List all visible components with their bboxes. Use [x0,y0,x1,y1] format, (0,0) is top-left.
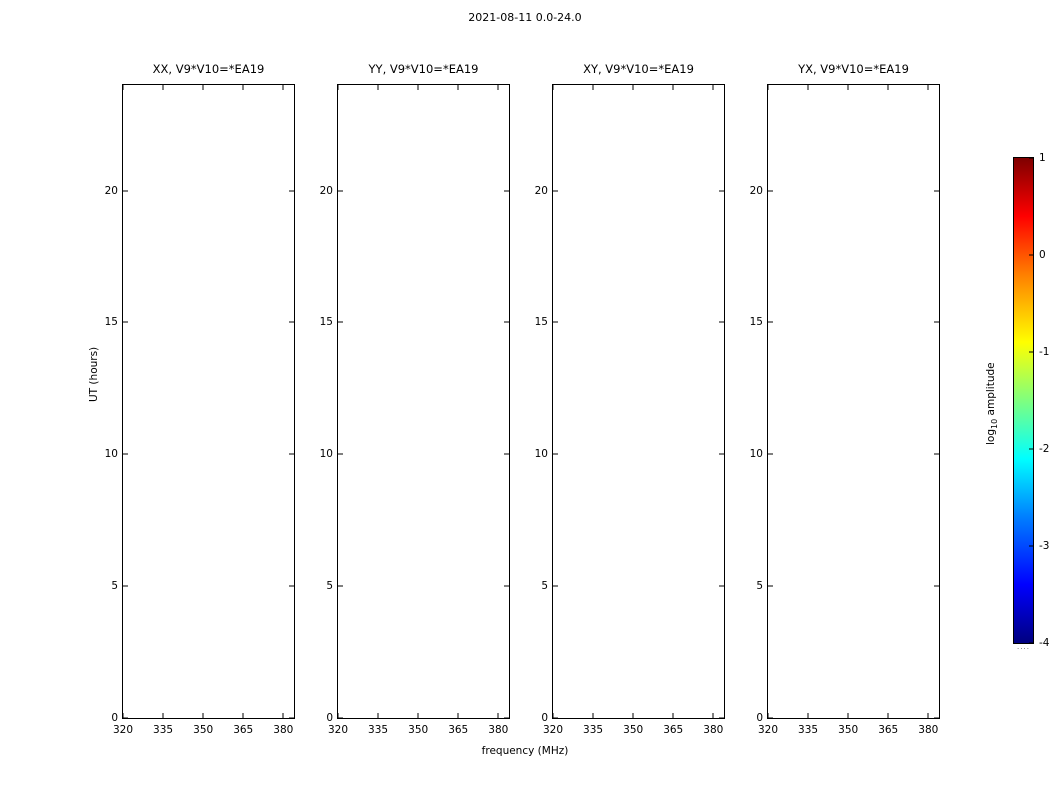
colorbar-tick-label: -4 [1039,637,1050,649]
axes-xx [104,84,295,736]
panel-yx [749,62,940,736]
ytick-label: 10 [104,448,118,461]
ytick-label: 0 [541,712,548,724]
axes-yy [319,84,510,736]
colorbar-under-marker: ···· [1017,645,1030,653]
xtick-label: 365 [663,724,684,736]
ytick-label: 5 [541,580,548,593]
axes-yx [749,84,940,736]
ytick-label: 20 [534,184,548,197]
xtick-label: 380 [273,724,294,736]
ytick-label: 10 [319,448,333,461]
colorbar-label: $\log_{10}$ amplitude [985,362,1000,445]
panel-title-xy: XY, V9*V10=*EA19 [583,62,694,76]
colorbar-tick-label: -2 [1039,443,1050,455]
xtick-label: 320 [542,724,564,736]
x-axis-label: frequency (MHz) [481,745,569,757]
xtick-label: 365 [878,724,899,736]
xtick-label: 320 [757,724,779,736]
xtick-label: 335 [153,724,174,736]
xtick-label: 335 [368,724,389,736]
xtick-label: 350 [408,724,429,736]
ytick-label: 5 [326,580,333,593]
ytick-label: 15 [104,316,118,329]
xtick-label: 350 [838,724,859,736]
ytick-label: 0 [111,712,118,724]
axes-xy [534,84,725,736]
ytick-label: 5 [756,580,763,593]
ytick-label: 5 [111,580,118,593]
xtick-label: 365 [233,724,254,736]
xtick-label: 365 [448,724,469,736]
panel-title-yx: YX, V9*V10=*EA19 [798,62,909,76]
ytick-label: 15 [534,316,548,329]
panel-yy [319,62,510,736]
xtick-label: 380 [703,724,724,736]
ytick-label: 10 [534,448,548,461]
ytick-label: 15 [749,316,763,329]
colorbar-tick-label: 1 [1039,152,1046,164]
ytick-label: 20 [104,184,118,197]
xtick-label: 350 [623,724,644,736]
colorbar [1013,152,1050,649]
ytick-label: 0 [326,712,333,724]
xtick-label: 350 [193,724,214,736]
colorbar-tick-label: 0 [1039,249,1046,261]
ytick-label: 20 [319,184,333,197]
xtick-label: 335 [798,724,819,736]
xtick-label: 380 [918,724,939,736]
ytick-label: 0 [756,712,763,724]
y-axis-label: UT (hours) [88,346,100,402]
panel-title-xx: XX, V9*V10=*EA19 [152,62,265,76]
ytick-label: 15 [319,316,333,329]
colorbar-tick-label: -1 [1039,346,1050,358]
figure-suptitle: 2021-08-11 0.0-24.0 [468,11,582,24]
xtick-label: 320 [327,724,349,736]
panel-xy [534,62,725,736]
ytick-label: 20 [749,184,763,197]
xtick-label: 335 [583,724,604,736]
panel-title-yy: YY, V9*V10=*EA19 [368,62,479,76]
panel-xx [104,62,295,736]
colorbar-tick-label: -3 [1039,540,1050,552]
xtick-label: 380 [488,724,509,736]
ytick-label: 10 [749,448,763,461]
xtick-label: 320 [112,724,134,736]
